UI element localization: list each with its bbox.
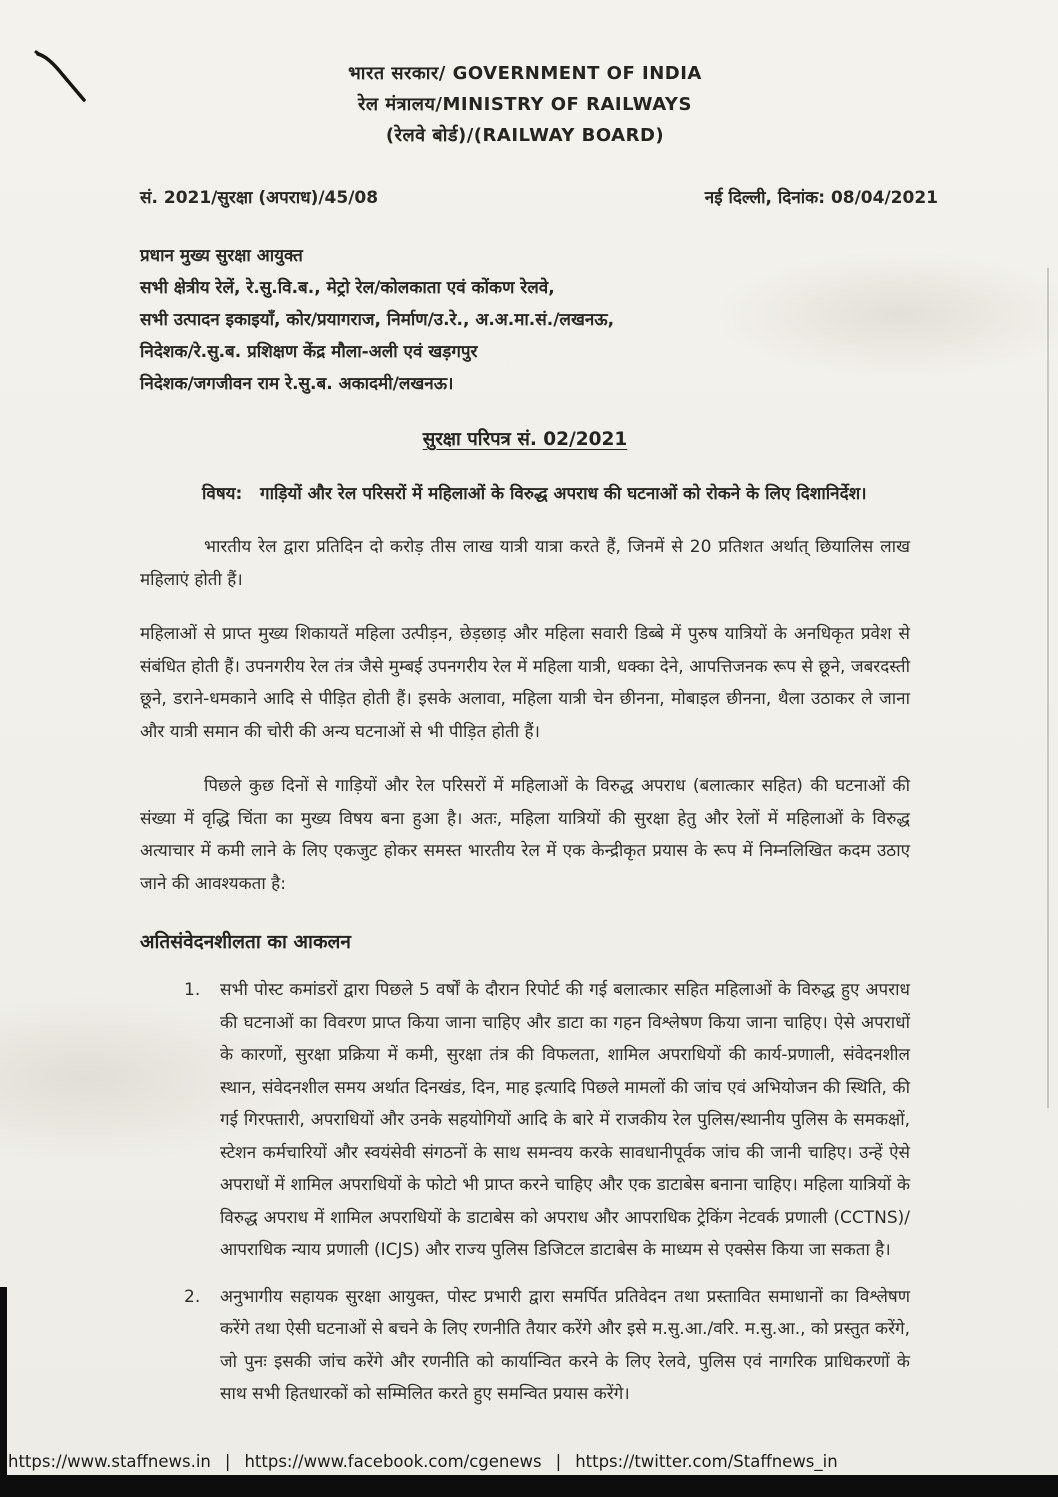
section-heading: अतिसंवेदनशीलता का आकलन bbox=[140, 931, 351, 953]
addressee-line: निदेशक/रे.सु.ब. प्रशिक्षण केंद्र मौला-अली एवं खड़गपुर bbox=[140, 342, 478, 362]
body-paragraph: पिछले कुछ दिनों से गाड़ियों और रेल परिसरों में महिलाओं के विरुद्ध अपराध (बलात्कार सहित) की घटनाओं की संख्या में वृद्धि चिंता का मुख्य विषय बना हुआ है। अतः, महिला यात्रियों की सुरक्षा हेतु और रेलों में महिलाओं के विरुद्ध अत्याचार में कमी लाने के लिए एकजुट होकर समस्त भारतीय रेल में एक केन्द्रीकृत प्रयास के रूप में निम्नलिखित कदम उठाए जाने की आवश्यकता है: bbox=[140, 776, 910, 894]
reference-row bbox=[140, 185, 938, 208]
list-item-number: 2. bbox=[184, 1286, 201, 1307]
letterhead-govt-line: भारत सरकार/ GOVERNMENT OF INDIA bbox=[348, 63, 702, 84]
list-item-text: सभी पोस्ट कमांडरों द्वारा पिछले 5 वर्षों के दौरान रिपोर्ट की गई बलात्कार सहित महिलाओं के विरुद्ध हुए अपराध की घटनाओं का विवरण प्राप्त किया जाना चाहिए और डाटा का गहन विश्लेषण किया जाना चाहिए। ऐसे अपराधों के कारणों, सुरक्षा प्रक्रिया में कमी, सुरक्षा तंत्र की विफलता, शामिल अपराधियों की कार्य-प्रणाली, संवेदनशील स्थान, संवेदनशील समय अर्थात दिनखंड, दिन, माह इत्यादि पिछले मामलों की जांच एवं अभियोजन की स्थिति, की गई गिरफ्तारी, अपराधियों और उनके सहयोगियों आदि के बारे में राजकीय रेल पुलिस/स्थानीय पुलिस के समकक्षों, स्टेशन कर्मचारियों और स्वयंसेवी संगठनों के साथ समन्वय करके सावधानीपूर्वक जांच की जानी चाहिए। उन्हें ऐसे अपराधों में शामिल अपराधियों के फोटो भी प्राप्त करने चाहिए और एक डाटाबेस बनाना चाहिए। महिला यात्रियों के विरुद्ध अपराध में शामिल अपराधियों के डाटाबेस को अपराध और आपराधिक ट्रेकिंग नेटवर्क प्रणाली (CCTNS)/आपराधिक न्याय प्रणाली (ICJS) और राज्य पुलिस डिजिटल डाटाबेस के माध्यम से एक्सेस किया जा सकता है। bbox=[220, 980, 910, 1260]
scan-edge-bottom bbox=[0, 1475, 1058, 1497]
list-item bbox=[184, 974, 910, 1267]
addressee-line: प्रधान मुख्य सुरक्षा आयुक्त bbox=[140, 246, 303, 266]
footer-separator: | bbox=[555, 1452, 562, 1471]
list-item bbox=[184, 1281, 910, 1411]
reference-number: सं. 2021/सुरक्षा (अपराध)/45/08 bbox=[140, 188, 379, 208]
footer-separator: | bbox=[224, 1452, 231, 1471]
footer-links bbox=[8, 1452, 838, 1471]
subject-label: विषय: bbox=[202, 484, 243, 504]
letterhead bbox=[140, 58, 910, 151]
footer-link-staffnews[interactable]: https://www.staffnews.in bbox=[8, 1452, 211, 1471]
footer-link-twitter[interactable]: https://twitter.com/Staffnews_in bbox=[575, 1452, 838, 1471]
addressee-line: निदेशक/जगजीवन राम रे.सु.ब. अकादमी/लखनऊ। bbox=[140, 374, 454, 394]
subject-line bbox=[140, 479, 910, 509]
addressee-line: सभी क्षेत्रीय रेलें, रे.सु.वि.ब., मेट्रो रेल/कोलकाता एवं कोंकण रेलवे, bbox=[140, 278, 555, 298]
list-item-number: 1. bbox=[184, 980, 201, 1000]
letterhead-ministry-line: रेल मंत्रालय/MINISTRY OF RAILWAYS bbox=[358, 94, 692, 115]
scan-edge-left bbox=[0, 1287, 7, 1497]
subject-text: गाड़ियों और रेल परिसरों में महिलाओं के विरुद्ध अपराध की घटनाओं को रोकने के लिए दिशानिर्देश। bbox=[260, 484, 867, 504]
body-paragraph: भारतीय रेल द्वारा प्रतिदिन दो करोड़ तीस लाख यात्री यात्रा करते हैं, जिनमें से 20 प्रतिशत अर्थात् छियालिस लाख महिलाएं होती हैं। bbox=[140, 537, 910, 590]
numbered-list bbox=[140, 974, 910, 1411]
addressee-line: सभी उत्पादन इकाइयाँ, कोर/प्रयागराज, निर्माण/उ.रे., अ.अ.मा.सं./लखनऊ, bbox=[140, 310, 615, 330]
place-date-line: नई दिल्ली, दिनांक: 08/04/2021 bbox=[704, 188, 938, 208]
footer-link-facebook[interactable]: https://www.facebook.com/cgenews bbox=[244, 1452, 542, 1471]
body-paragraph: महिलाओं से प्राप्त मुख्य शिकायतें महिला उत्पीड़न, छेड़छाड़ और महिला सवारी डिब्बे में पुरुष यात्रियों के अनधिकृत प्रवेश से संबंधित होती हैं। उपनगरीय रेल तंत्र जैसे मुम्बई उपनगरीय रेल में महिला यात्री, धक्का देने, आपत्तिजनक रूप से छूने, जबरदस्ती छूने, डराने-धमकाने आदि से पीड़ित होती हैं। इसके अलावा, महिला यात्री चेन छीनना, मोबाइल छीनना, थैला उठाकर ले जाना और यात्री समान की चोरी की अन्य घटनाओं से भी पीड़ित होती हैं। bbox=[140, 624, 910, 742]
list-item-text: अनुभागीय सहायक सुरक्षा आयुक्त, पोस्ट प्रभारी द्वारा समर्पित प्रतिवेदन तथा प्रस्तावित समाधानों का विश्लेषण करेंगे तथा ऐसी घटनाओं से बचने के लिए रणनीति तैयार करेंगे और इसे म.सु.आ./वरि. म.सु.आ., को प्रस्तुत करेंगे, जो पुनः इसकी जांच करेंगे और रणनीति को कार्यान्वित करने के लिए रेलवे, पुलिस एवं नागरिक प्राधिकरणों के साथ सभी हितधारकों को सम्मिलित करते हुए समन्वित प्रयास करेंगे। bbox=[220, 1286, 910, 1404]
circular-title: सुरक्षा परिपत्र सं. 02/2021 bbox=[422, 429, 628, 450]
letterhead-board-line: (रेलवे बोर्ड)/(RAILWAY BOARD) bbox=[385, 125, 665, 146]
addressee-block bbox=[140, 240, 910, 400]
